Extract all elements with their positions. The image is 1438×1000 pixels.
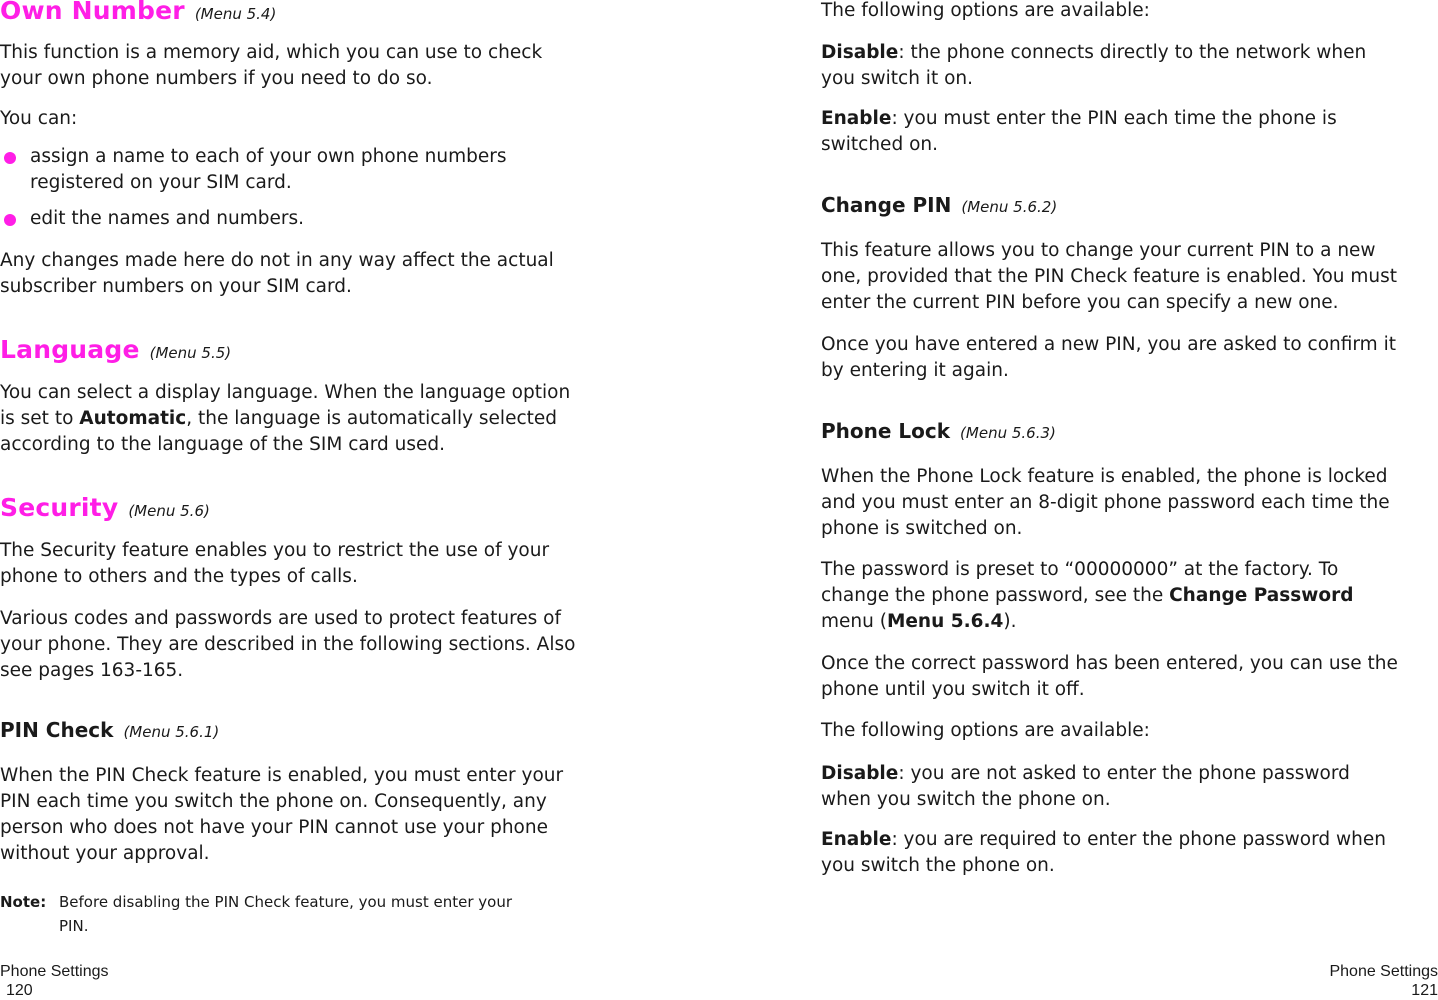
security-intro	[0, 538, 549, 590]
security-heading	[0, 493, 210, 522]
text-line	[821, 106, 1337, 132]
own-number-intro	[0, 40, 542, 92]
text-fragment: menu (	[821, 611, 887, 632]
text-line: subscriber numbers on your SIM card.	[0, 276, 352, 297]
text-line: see pages 163-165.	[0, 660, 184, 681]
text-line	[821, 827, 1386, 853]
text-fragment: ).	[1003, 611, 1017, 632]
text-line: Any changes made here do not in any way affect the actual	[0, 250, 554, 271]
text-line: without your approval.	[0, 843, 210, 864]
text-line: when you switch the phone on.	[821, 789, 1111, 810]
phone-lock-options-intro: The following options are available:	[821, 720, 1150, 741]
text-line: PIN.	[59, 917, 89, 935]
pin-check-menu-ref: (Menu 5.6.1)	[123, 723, 220, 741]
text-line	[821, 609, 1353, 635]
own-number-heading	[0, 0, 276, 25]
text-fragment: is set to	[0, 408, 80, 429]
text-line: You can select a display language. When the language option	[0, 382, 571, 403]
pin-check-body	[0, 763, 563, 867]
phone-lock-option-enable	[821, 827, 1386, 879]
text-line: This feature allows you to change your current PIN to a new	[821, 240, 1376, 261]
bullet-text: edit the names and numbers.	[30, 208, 305, 229]
text-line	[0, 406, 570, 432]
list-item	[0, 206, 600, 232]
text-fragment: : the phone connects directly to the network when	[898, 42, 1367, 63]
text-fragment: : you are not asked to enter the phone password	[898, 763, 1350, 784]
change-pin-title: Change PIN	[821, 193, 952, 217]
own-number-changes	[0, 248, 554, 300]
text-fragment: change the phone password, see the	[821, 585, 1170, 606]
change-pin-confirm	[821, 332, 1396, 384]
text-line: switched on.	[821, 134, 938, 155]
disable-term: Disable	[821, 42, 899, 63]
page-number: 120	[6, 982, 33, 999]
text-line: phone until you switch it off.	[821, 679, 1085, 700]
change-password-term: Change Password	[1169, 585, 1354, 606]
menu-reference-term: Menu 5.6.4	[886, 611, 1004, 632]
phone-lock-title: Phone Lock	[821, 419, 951, 443]
text-line	[821, 583, 1353, 609]
change-pin-body	[821, 238, 1397, 316]
text-line: When the PIN Check feature is enabled, you must enter your	[0, 765, 564, 786]
text-line: When the Phone Lock feature is enabled, the phone is locked	[821, 466, 1388, 487]
pin-option-disable	[821, 40, 1366, 92]
footer-section: Phone Settings	[0, 963, 109, 980]
own-number-menu-ref: (Menu 5.4)	[194, 5, 277, 23]
text-line: enter the current PIN before you can specify a new one.	[821, 292, 1339, 313]
note-label: Note:	[0, 893, 47, 911]
text-line	[821, 40, 1366, 66]
text-line: by entering it again.	[821, 360, 1009, 381]
phone-lock-password	[821, 557, 1353, 635]
own-number-you-can: You can:	[0, 108, 78, 129]
text-line: Once the correct password has been entered, you can use the	[821, 653, 1398, 674]
disable-term: Disable	[821, 763, 899, 784]
text-line: phone to others and the types of calls.	[0, 566, 358, 587]
automatic-term: Automatic	[79, 408, 187, 429]
language-heading	[0, 335, 231, 364]
bullet-text: assign a name to each of your own phone numbers	[30, 146, 507, 167]
right-footer	[1329, 962, 1438, 1000]
text-line: you switch the phone on.	[821, 855, 1055, 876]
security-codes	[0, 606, 575, 684]
text-line: Once you have entered a new PIN, you are asked to confirm it	[821, 334, 1396, 355]
phone-lock-usage	[821, 651, 1398, 703]
phone-lock-option-disable	[821, 761, 1350, 813]
phone-lock-menu-ref: (Menu 5.6.3)	[960, 424, 1056, 442]
text-fragment: , the language is automatically selected	[186, 408, 558, 429]
text-line: Various codes and passwords are used to protect features of	[0, 608, 561, 629]
text-line	[821, 761, 1350, 787]
text-line: and you must enter an 8-digit phone password each time the	[821, 492, 1390, 513]
phone-lock-body	[821, 464, 1390, 542]
language-menu-ref: (Menu 5.5)	[149, 344, 232, 362]
page-number: 121	[1411, 982, 1438, 999]
text-line: PIN each time you switch the phone on. Consequently, any	[0, 791, 547, 812]
bullet-icon	[4, 214, 16, 226]
security-title: Security	[0, 493, 119, 522]
text-line: phone is switched on.	[821, 518, 1023, 539]
text-line: you switch it on.	[821, 68, 974, 89]
language-title: Language	[0, 335, 140, 364]
bullet-text: registered on your SIM card.	[30, 172, 292, 193]
pin-check-heading	[0, 718, 219, 742]
text-line: The password is preset to “00000000” at the factory. To	[821, 559, 1339, 580]
text-line: your phone. They are described in the following sections. Also	[0, 634, 576, 655]
pin-option-enable	[821, 106, 1337, 158]
own-number-title: Own Number	[0, 0, 185, 25]
enable-term: Enable	[821, 829, 892, 850]
text-line: This function is a memory aid, which you can use to check	[0, 42, 543, 63]
bullet-icon	[4, 152, 16, 164]
left-footer	[0, 962, 109, 1000]
text-line: person who does not have your PIN cannot use your phone	[0, 817, 548, 838]
pin-options-intro: The following options are available:	[821, 0, 1150, 21]
text-line: one, provided that the PIN Check feature is enabled. You must	[821, 266, 1398, 287]
text-line: Before disabling the PIN Check feature, you must enter your	[59, 893, 513, 911]
text-fragment: : you are required to enter the phone password when	[891, 829, 1386, 850]
change-pin-menu-ref: (Menu 5.6.2)	[961, 198, 1058, 216]
text-fragment: : you must enter the PIN each time the phone is	[891, 108, 1337, 129]
change-pin-heading	[821, 193, 1057, 217]
text-line: according to the language of the SIM card used.	[0, 434, 445, 455]
enable-term: Enable	[821, 108, 892, 129]
text-line: your own phone numbers if you need to do so.	[0, 68, 433, 89]
note-text	[59, 890, 512, 938]
security-menu-ref: (Menu 5.6)	[128, 502, 210, 520]
list-item	[0, 144, 600, 196]
pin-check-title: PIN Check	[0, 718, 114, 742]
text-line: The Security feature enables you to restrict the use of your	[0, 540, 550, 561]
phone-lock-heading	[821, 419, 1056, 443]
language-body	[0, 380, 570, 458]
footer-section: Phone Settings	[1329, 963, 1438, 980]
